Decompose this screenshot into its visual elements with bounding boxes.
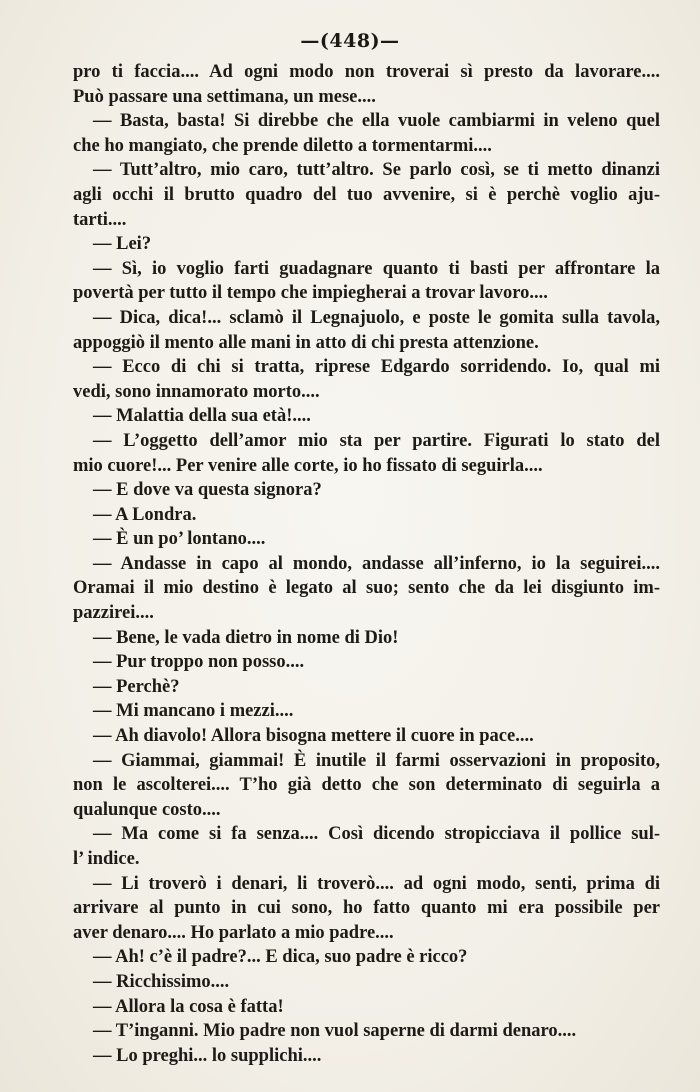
text-line: non le ascolterei.... T’ho già detto che son determinato di seguirla a [73,775,660,796]
text-line: — T’inganni. Mio padre non vuol saperne di darmi denaro.... [93,1021,577,1042]
text-line: — Dica, dica!... sclamò il Legnajuolo, e poste le gomita sulla tavola, [93,307,660,328]
text-line: mio cuore!... Per venire alle corte, io ho fissato di seguirla.... [73,455,543,476]
text-line: — Tutt’altro, mio caro, tutt’altro. Se parlo così, se ti metto dinanzi [93,160,660,181]
text-line: — È un po’ lontano.... [93,529,266,550]
text-line: — Ah! c’è il padre?... E dica, suo padre è ricco? [93,947,468,968]
text-line: — Bene, le vada dietro in nome di Dio! [93,627,399,648]
text-line: — Perchè? [93,676,180,697]
text-line: arrivare al punto in cui sono, ho fatto quanto mi era possibile per [73,898,660,919]
text-line: povertà per tutto il tempo che impiegherai a trovar lavoro.... [73,283,548,304]
text-line: — Sì, io voglio farti guadagnare quanto ti basti per affrontare la [93,258,660,279]
text-line: — E dove va questa signora? [93,480,322,501]
text-line: — Basta, basta! Si direbbe che ella vuole cambiarmi in veleno quel [93,111,660,132]
body-text [73,60,660,1068]
text-line: appoggiò il mento alle mani in atto di chi presta attenzione. [73,332,539,353]
text-line: agli occhi il brutto quadro del tuo avvenire, si è perchè voglio aju- [73,184,660,205]
text-line: — Ecco di chi si tratta, riprese Edgardo sorridendo. Io, qual mi [93,357,660,378]
text-line: — Ma come si fa senza.... Così dicendo stropicciava il pollice sul- [93,824,660,845]
text-line: l’ indice. [73,849,140,869]
text-line: — Mi mancano i mezzi.... [93,701,294,722]
text-line: che ho mangiato, che prende diletto a tormentarmi.... [73,135,492,156]
text-line: vedi, sono innamorato morto.... [73,381,320,402]
text-line: — L’oggetto dell’amor mio sta per partire. Figurati lo stato del [93,430,660,451]
text-line: — Malattia della sua età!.... [93,406,311,427]
page-number: —(448)— [300,30,400,52]
text-line: qualunque costo.... [73,799,221,820]
text-line: — Andasse in capo al mondo, andasse all’inferno, io la seguirei.... [93,553,660,574]
text-line: pazzirei.... [73,603,154,624]
text-line: tarti.... [73,209,127,230]
text-line: Può passare una settimana, un mese.... [73,86,376,107]
text-line: — Lei? [93,234,152,255]
text-line: pro ti faccia.... Ad ogni modo non troverai sì presto da lavorare.... [73,62,660,82]
text-line: — Ah diavolo! Allora bisogna mettere il cuore in pace.... [93,726,534,747]
text-line: — A Londra. [93,504,197,525]
text-line: — Li troverò i denari, li troverò.... ad ogni modo, senti, prima di [93,873,660,894]
text-line: — Lo preghi... lo supplichi.... [93,1045,322,1066]
text-line: — Giammai, giammai! È inutile il farmi osservazioni in proposito, [93,750,660,771]
text-line: — Ricchissimo.... [93,971,230,992]
text-line: Oramai il mio destino è legato al suo; sento che da lei disgiunto im- [73,578,660,599]
text-line: — Pur troppo non posso.... [93,652,305,673]
text-line: — Allora la cosa è fatta! [93,996,284,1017]
text-line: aver denaro.... Ho parlato a mio padre.... [73,922,394,943]
